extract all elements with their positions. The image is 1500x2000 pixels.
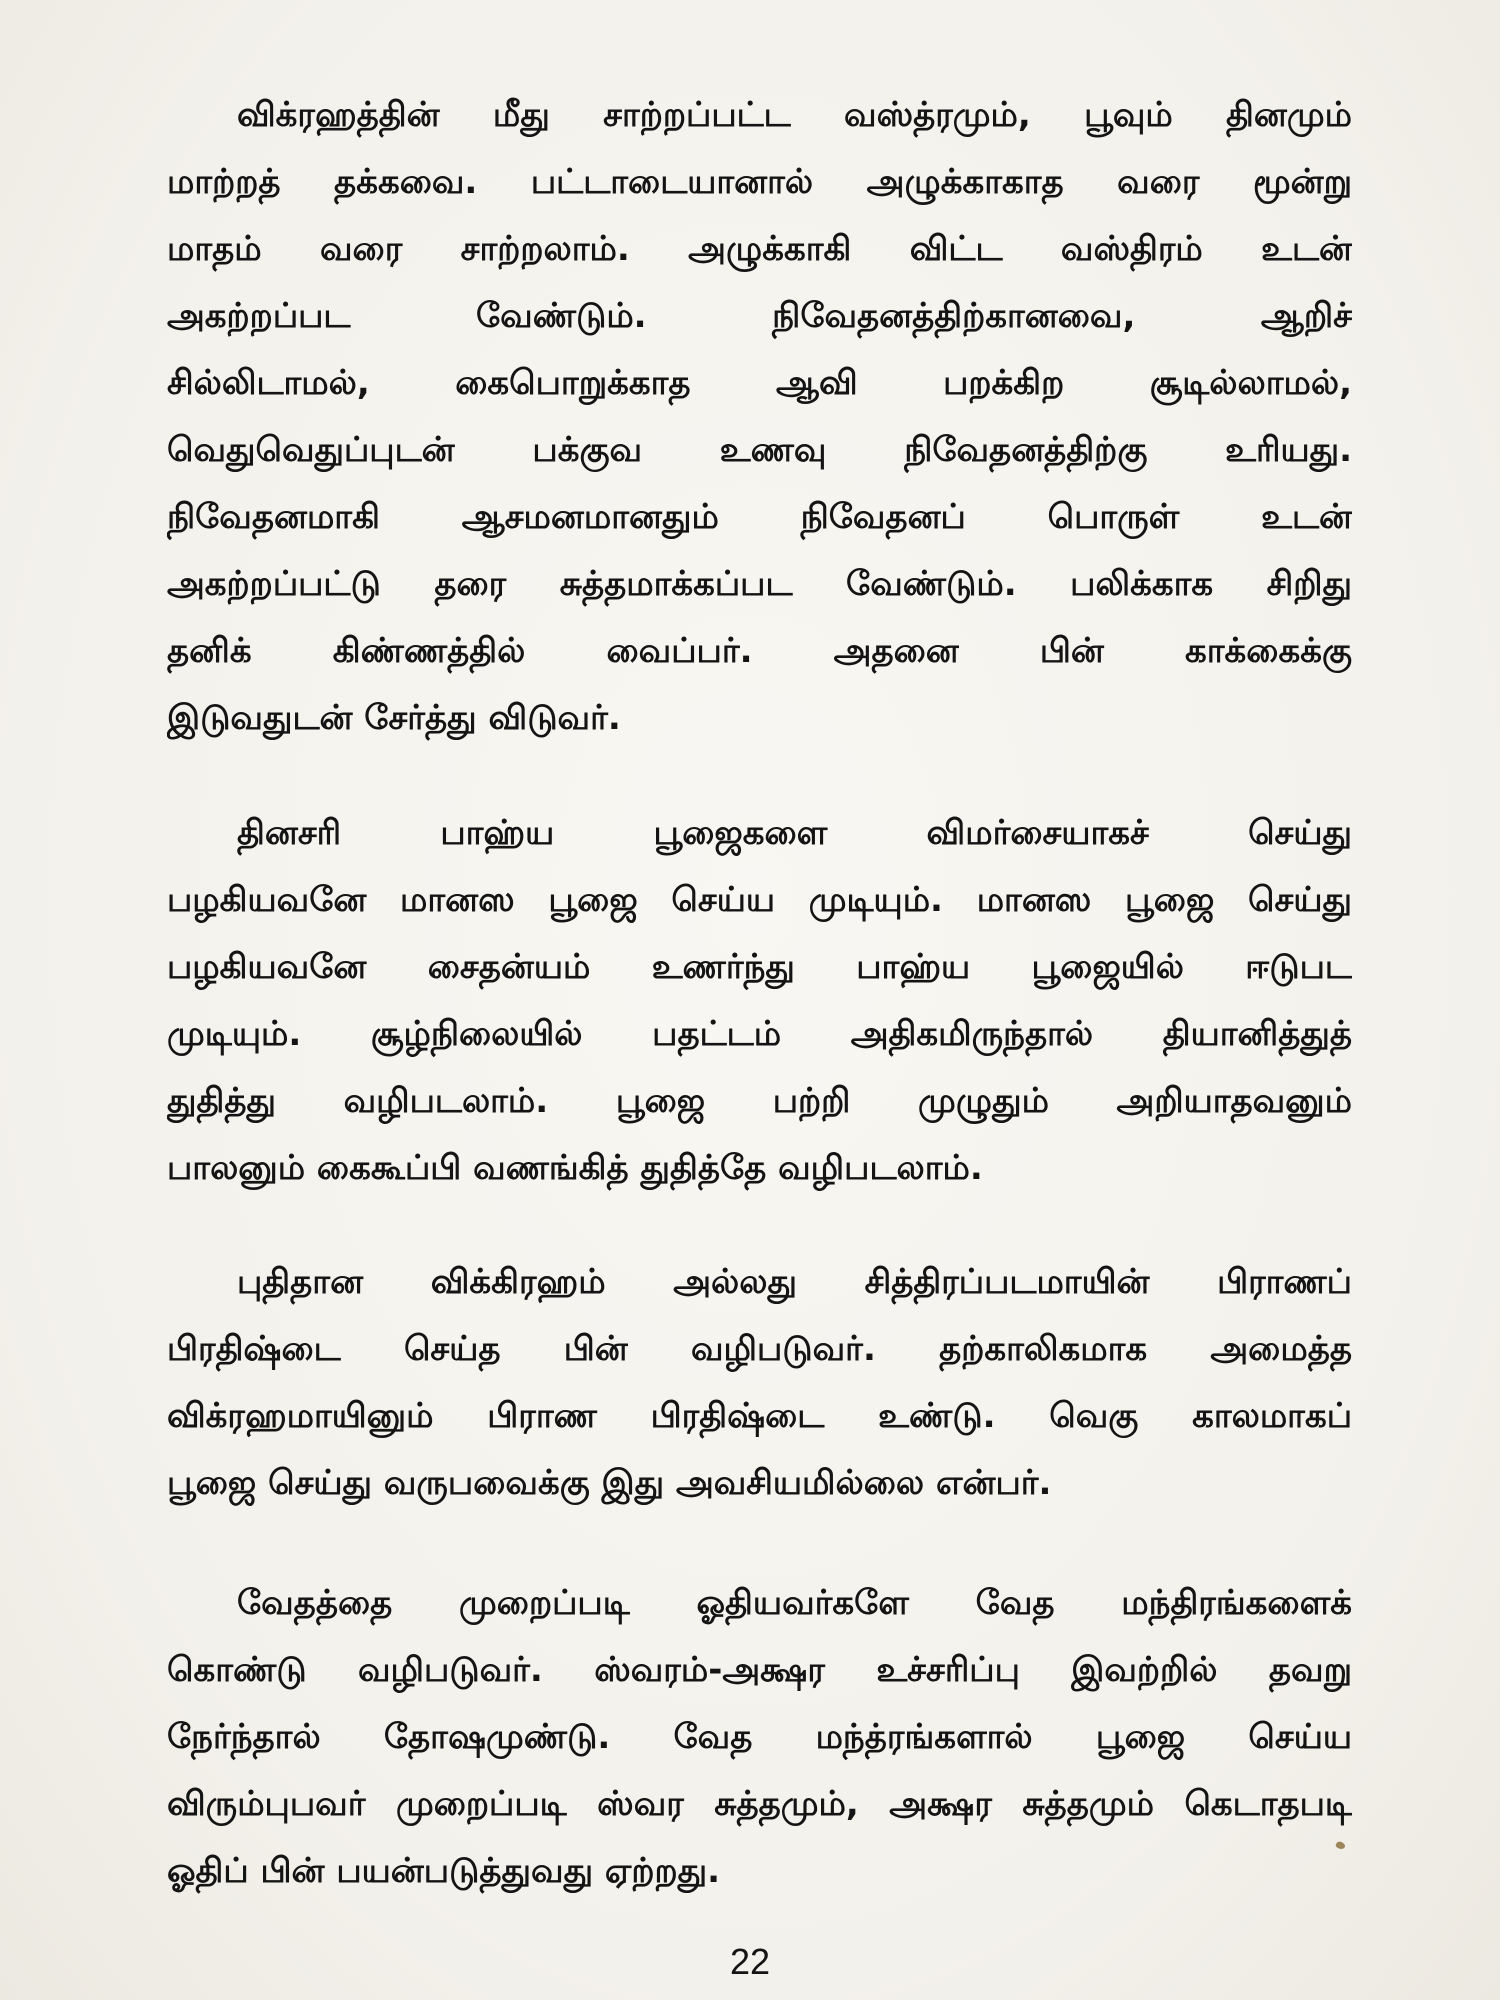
text-line: நிவேதனமாகி ஆசமனமானதும் நிவேதனப் பொருள் உடன் [167,497,1352,537]
paragraph [167,82,1352,752]
paragraph [167,800,1352,1202]
text-line: துதித்து வழிபடலாம். பூஜை பற்றி முழுதும் அறியாதவனும் [167,1081,1352,1121]
text-line: நேர்ந்தால் தோஷமுண்டு. வேத மந்த்ரங்களால் பூஜை செய்ய [167,1717,1352,1757]
text-line: இடுவதுடன் சேர்த்து விடுவர். [167,698,621,738]
text-line: பிரதிஷ்டை செய்த பின் வழிபடுவர். தற்காலிகமாக அமைத்த [167,1329,1352,1369]
text-line: பழகியவனே மானஸ பூஜை செய்ய முடியும். மானஸ பூஜை செய்து [167,880,1352,920]
text-line: தினசரி பாஹ்ய பூஜைகளை விமர்சையாகச் செய்து [237,813,1352,853]
text-line: கொண்டு வழிபடுவர். ஸ்வரம்-அக்ஷர உச்சரிப்பு இவற்றில் தவறு [167,1650,1352,1690]
text-line: அகற்றப்பட்டு தரை சுத்தமாக்கப்பட வேண்டும். பலிக்காக சிறிது [167,564,1352,604]
text-line: முடியும். சூழ்நிலையில் பதட்டம் அதிகமிருந்தால் தியானித்துத் [167,1014,1352,1054]
text-line: பழகியவனே சைதன்யம் உணர்ந்து பாஹ்ய பூஜையில் ஈடுபட [167,947,1352,987]
text-line: மாற்றத் தக்கவை. பட்டாடையானால் அழுக்காகாத வரை மூன்று [167,162,1352,202]
text-line: தனிக் கிண்ணத்தில் வைப்பர். அதனை பின் காக்கைக்கு [167,631,1352,671]
text-line: பூஜை செய்து வருபவைக்கு இது அவசியமில்லை என்பர். [167,1463,1052,1503]
page-number: 22 [729,1941,771,1982]
text-line: வெதுவெதுப்புடன் பக்குவ உணவு நிவேதனத்திற்கு உரியது. [167,430,1352,470]
text-line: அகற்றப்பட வேண்டும். நிவேதனத்திற்கானவை, ஆறிச் [167,296,1352,336]
text-line: வேதத்தை முறைப்படி ஓதியவர்களே வேத மந்திரங்களைக் [237,1583,1352,1623]
text-line: விக்ரஹத்தின் மீது சாற்றப்பட்ட வஸ்த்ரமும், பூவும் தினமும் [237,95,1352,135]
text-line: புதிதான விக்கிரஹம் அல்லது சித்திரப்படமாயின் பிராணப் [237,1262,1352,1302]
text-line: பாலனும் கைகூப்பி வணங்கித் துதித்தே வழிபடலாம். [167,1148,983,1188]
text-line: விரும்புபவர் முறைப்படி ஸ்வர சுத்தமும், அக்ஷர சுத்தமும் கெடாதபடி [167,1784,1352,1824]
paragraph [167,1249,1352,1517]
text-line: மாதம் வரை சாற்றலாம். அழுக்காகி விட்ட வஸ்திரம் உடன் [167,229,1352,269]
text-line: சில்லிடாமல், கைபொறுக்காத ஆவி பறக்கிற சூடில்லாமல், [167,363,1352,403]
text-line: விக்ரஹமாயினும் பிராண பிரதிஷ்டை உண்டு. வெகு காலமாகப் [167,1396,1352,1436]
text-line: ஓதிப் பின் பயன்படுத்துவது ஏற்றது. [167,1851,721,1891]
paragraph [167,1570,1352,1905]
